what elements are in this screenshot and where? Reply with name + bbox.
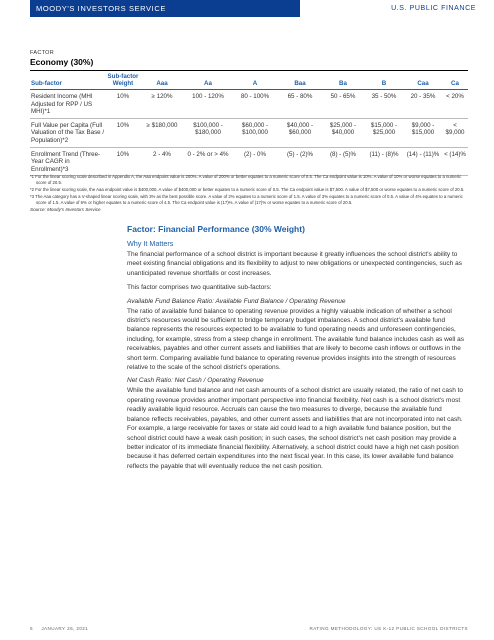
- subheading: Why It Matters: [127, 239, 174, 248]
- scoring-table: [30, 73, 468, 176]
- footnote: *1 For the linear scoring scale described in Appendix A, the Aaa endpoint value is 200%. A value of 200% or better equates to a numeric score of 0.5. The Ca endpoint value is 10%. A value of 10% or worse equates to a numeric score of 20.5.: [30, 174, 462, 185]
- table-cell: (8) - (5)%: [329, 150, 357, 158]
- footnotes: [30, 174, 466, 207]
- table-cell: < 20%: [446, 93, 464, 100]
- table-header: Ba: [339, 80, 347, 87]
- table-cell: 100 - 120%: [192, 93, 224, 100]
- table-row: [30, 90, 468, 119]
- section-heading: Factor: Financial Performance (30% Weight): [127, 224, 305, 234]
- page-footer: [30, 626, 468, 631]
- table-row: [30, 147, 468, 176]
- table-cell: (11) - (8)%: [369, 150, 399, 158]
- table-cell: < $9,000: [445, 121, 465, 137]
- source-note: Source: Moody's Investors Service: [30, 207, 101, 212]
- table-cell: 20 - 35%: [410, 93, 436, 100]
- table-cell: 0 - 2% or > 4%: [187, 150, 229, 158]
- footer-date: JANUARY 26, 2021: [41, 626, 89, 631]
- table-cell: 50 - 65%: [330, 93, 356, 100]
- table-cell: ≥ $180,000: [146, 121, 178, 129]
- paragraph: The financial performance of a school district is important because it greatly influences the school district's ability to meet existing financial obligations and its flexibility to adjust to new obligations or unexpected contingencies, such as unanticipated revenue shortfalls or cost increases.: [127, 251, 462, 277]
- table-cell: 2 - 4%: [153, 150, 171, 158]
- table-cell: (2) - 0%: [243, 150, 266, 158]
- table-header: Aa: [204, 80, 212, 87]
- footer-doc-title: RATING METHODOLOGY: US K-12 PUBLIC SCHOOL DISTRICTS: [309, 626, 468, 631]
- factor-label: FACTOR: [30, 50, 55, 56]
- table-cell: 35 - 50%: [371, 93, 397, 100]
- table-cell: 10%: [116, 121, 130, 129]
- table-header: Sub-factor Weight: [107, 73, 139, 87]
- table-header: Caa: [417, 80, 429, 87]
- table-cell: $40,000 - $60,000: [286, 121, 314, 137]
- paragraph: This factor comprises two quantitative sub-factors:: [127, 284, 272, 292]
- table-header: Aaa: [156, 80, 168, 87]
- table-header: B: [381, 80, 387, 87]
- brand-label: MOODY'S INVESTORS SERVICE: [30, 0, 300, 17]
- table-cell: 10%: [116, 93, 130, 100]
- subfactor-heading: Available Fund Balance Ratio: Available Fund Balance / Operating Revenue: [127, 297, 346, 305]
- table-cell: 10%: [116, 150, 130, 158]
- table-cell: $15,000 - $25,000: [370, 121, 398, 137]
- table-header: Sub-factor: [31, 80, 62, 87]
- table-cell: $25,000 - $40,000: [329, 121, 357, 137]
- section-label: U.S. PUBLIC FINANCE: [391, 5, 476, 12]
- table-header: Baa: [294, 80, 306, 87]
- table-cell: $100,000 - $180,000: [193, 121, 223, 137]
- table-cell: Resident Income (MHI Adjusted for RPP / US MHI)*1: [31, 93, 93, 116]
- paragraph: The ratio of available fund balance to operating revenue provides a highly valuable indication of whether a school district's resources would be sufficient to bridge temporary budget imbalances. A school district's available fund balance represents the resources expected to be available to fund operating needs and unforeseen contingencies, including, for example, stress from a steep change in enrollment. The available fund balance includes cash as well as receivables, payables and other current assets and liabilities that are likely to become cash inflows or outflows in the short term. Comparing available fund balance to operating revenue provides insights into the strength of resources relative to the scale of the school district's operations.: [127, 307, 464, 372]
- table-cell: (5) - (2)%: [286, 150, 314, 158]
- factor-title: Economy (30%): [30, 57, 94, 67]
- table-cell: 65 - 80%: [287, 93, 313, 100]
- subfactor-heading: Net Cash Ratio: Net Cash / Operating Revenue: [127, 377, 264, 385]
- table-cell: ≥ 120%: [151, 93, 173, 100]
- divider: [30, 70, 468, 71]
- table-cell: (14) - (11)%: [406, 150, 440, 158]
- table-header: Ca: [451, 80, 459, 87]
- footnote: *2 For the linear scoring scale, the Aaa endpoint value is $400,000. A value of $400,000 or better equates to a numeric score of 0.5. The Ca endpoint value is $7,500. A value of $7,500 or worse equates to a numeric score of 20.5.: [30, 187, 465, 192]
- paragraph: While the available fund balance and net cash amounts of a school district are usually related, the ratio of net cash to operating revenue provides another important perspective into financial flexibility. Net cash is a school district's most readily available liquid resource. Accruals can cause the two measures to diverge, because the available fund balance reflects receivables, payables, and other current assets and liabilities that are not incorporated into net cash. For example, a large receivable for taxes or state aid could lead to a high available fund balance position, but the school district could have a weak cash position; in such cases, the school district's net cash position may provide a better indicator of its immediate financial flexibility. Alternatively, a school district could have a high net cash position because it has deferred certain expenditures into the next fiscal year. In this case, its lower available fund balance reflects the payable that will eventually reduce the net cash position.: [127, 387, 464, 470]
- table-cell: $9,000 - $15,000: [411, 121, 435, 137]
- table-cell: < (14)%: [444, 150, 466, 158]
- table-header-row: [30, 73, 468, 90]
- table-cell: $60,000 - $100,000: [241, 121, 269, 137]
- main-content: [127, 224, 465, 476]
- table-row: [30, 118, 468, 147]
- table-header: A: [252, 80, 258, 87]
- page-number: 6: [30, 626, 33, 631]
- table-cell: Enrollment Trend (Three-Year CAGR in Enrollment)*3: [31, 150, 101, 173]
- table-cell: 80 - 100%: [240, 93, 270, 100]
- footer-left: [30, 626, 88, 631]
- header-bar: [30, 0, 476, 17]
- footnote: *3 The Aaa category has a V-shaped linear scoring scale, with 3% as the best possible score. A value of 2% equates to a numeric score of 1.5. A value of 3% equates to a numeric score of 0.5. A value of 4% equates to a numeric score of 1.5. A value of 6% or higher equates to a numeric score of 4.5. The Ca endpoint value is (17)%. A value of (17)% or worse equates to a numeric score of 20.5.: [30, 194, 463, 205]
- table-cell: Full Value per Capita (Full Valuation of the Tax Base / Population)*2: [31, 121, 105, 144]
